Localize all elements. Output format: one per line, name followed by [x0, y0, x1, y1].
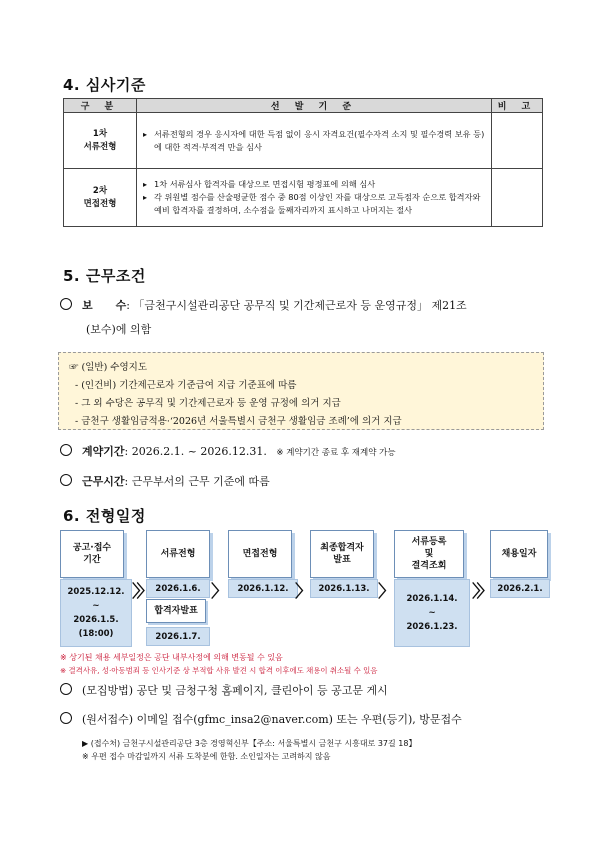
callout-line-3: - 금천구 생활임금적용·‘2026년 서울특별시 금천구 생활임금 조례’에 의거 지급 [75, 416, 402, 427]
recruit-text: (모집방법) 공단 및 금청구청 홈페이지, 클린아이 등 공고문 게시 [82, 684, 388, 697]
step-1-date: 2025.12.12. ~ 2026.1.5. (18:00) [60, 579, 132, 647]
callout-title: ☞ (일반) 수영지도 [69, 362, 148, 373]
contract-note: ※ 계약기간 종료 후 재계약 가능 [276, 448, 396, 458]
contract-row [60, 443, 396, 459]
chevron-right-icon: 〉 [211, 582, 224, 602]
step-3-header: 면접전형 [228, 530, 292, 578]
stage-1-label-b: 서류전형 [83, 141, 117, 152]
worktime-row [60, 473, 270, 489]
chevron-right-icon: 〉 [295, 582, 308, 602]
apply-note: ※ 우편 접수 마감일까지 서류 도착분에 한함. 소인일자는 고려하지 않음 [82, 752, 331, 761]
worktime-text: : 근무부서의 근무 기준에 따름 [124, 475, 270, 488]
note-cell-1 [492, 113, 543, 169]
criteria-2-bullet-1: ▸ 1차 서류심사 합격자를 대상으로 면접시험 평정표에 의해 심사 [143, 178, 487, 191]
recruit-row [60, 682, 388, 698]
step-2-header: 서류전형 [146, 530, 210, 578]
stage-2-label-a: 2차 [92, 185, 108, 196]
criteria-1-bullet-1: ▸ 서류전형의 경우 응시자에 대한 득점 없이 응시 자격요건(필수자격 소지 및 필수경력 보유 등)에 대한 적격·부적격 만을 심사 [143, 128, 487, 154]
step-2-extra-date: 2026.1.7. [146, 627, 210, 646]
schedule-note-1: ※ 상기된 채용 세부일정은 공단 내부사정에 의해 변동될 수 있음 [60, 653, 283, 662]
circle-bullet-icon [60, 444, 72, 456]
criteria-row-1 [64, 113, 543, 169]
chevron-right-icon: 〉 [378, 582, 391, 602]
step-6-header: 채용일자 [490, 530, 548, 578]
criteria-cell-2 [137, 169, 492, 227]
pay-row [60, 297, 467, 313]
apply-text: (원서접수) 이메일 접수(gfmc_insa2@naver.com) 또는 우편(등기), 방문접수 [82, 713, 462, 726]
note-cell-2 [492, 169, 543, 227]
contract-label: 계약기간 [82, 445, 125, 458]
col-criteria-header: 선 발 기 준 [137, 99, 492, 113]
pay-label: 보 수 [82, 299, 127, 312]
criteria-header-row [64, 99, 543, 113]
step-2-date: 2026.1.6. [146, 579, 210, 598]
step-4-date: 2026.1.13. [310, 579, 378, 598]
chevron-right-icon: 〉〉 [132, 582, 150, 602]
criteria-table [63, 98, 543, 227]
criteria-cell-1 [137, 113, 492, 169]
circle-bullet-icon [60, 712, 72, 724]
step-6-date: 2026.2.1. [490, 579, 550, 598]
circle-bullet-icon [60, 298, 72, 310]
callout-line-1: - (인건비) 기간제근로자 기준급여 지급 기준표에 따름 [75, 380, 297, 391]
chevron-right-icon: 〉〉 [472, 582, 490, 602]
section-4-title: 4. 심사기준 [63, 76, 146, 94]
callout-line-2: - 그 외 수당은 공무직 및 기간제근로자 등 운영 규정에 의거 지급 [75, 398, 341, 409]
step-1-header: 공고·접수 기간 [60, 530, 124, 578]
step-5-header: 서류등록 및 결격조회 [394, 530, 464, 578]
step-5-date: 2026.1.14. ~ 2026.1.23. [394, 579, 470, 647]
apply-row [60, 711, 462, 727]
step-3-date: 2026.1.12. [228, 579, 298, 598]
apply-address: ▶ (접수처) 금천구시설관리공단 3층 경영혁신부【주소: 서울특별시 금천구 시흥대로 37길 18】 [82, 739, 417, 748]
contract-text: : 2026.2.1. ~ 2026.12.31. [124, 445, 267, 458]
criteria-row-2 [64, 169, 543, 227]
stage-2-label-b: 면접전형 [83, 198, 117, 209]
section-5-title: 5. 근무조건 [63, 267, 146, 285]
benefit-callout-box [58, 352, 544, 430]
col-stage-header: 구 분 [64, 99, 137, 113]
criteria-2-bullet-2: ▸ 각 위원별 점수를 산술평균한 점수 중 80점 이상인 자를 대상으로 고득점자 순으로 합격자와 예비 합격자를 결정하며, 소수점을 둘째자리까지 표시하고 나머지는 절사 [143, 191, 487, 217]
stage-cell-2 [64, 169, 137, 227]
step-4-header: 최종합격자 발표 [310, 530, 374, 578]
col-note-header: 비 고 [492, 99, 543, 113]
schedule-note-2: ※ 결격사유, 성·아동범죄 등 인사기준 상 부적합 사유 발견 시 합격 이후에도 채용이 취소될 수 있음 [60, 666, 378, 675]
section-6-title: 6. 전형일정 [63, 507, 146, 525]
step-2-extra-header: 합격자발표 [146, 599, 206, 623]
pay-text-continued: (보수)에 의함 [86, 323, 152, 336]
stage-cell-1 [64, 113, 137, 169]
circle-bullet-icon [60, 474, 72, 486]
worktime-label: 근무시간 [82, 475, 125, 488]
circle-bullet-icon [60, 683, 72, 695]
pay-text: : 「금천구시설관리공단 공무직 및 기간제근로자 등 운영규정」 제21조 [126, 299, 467, 312]
stage-1-label-a: 1차 [92, 128, 108, 139]
